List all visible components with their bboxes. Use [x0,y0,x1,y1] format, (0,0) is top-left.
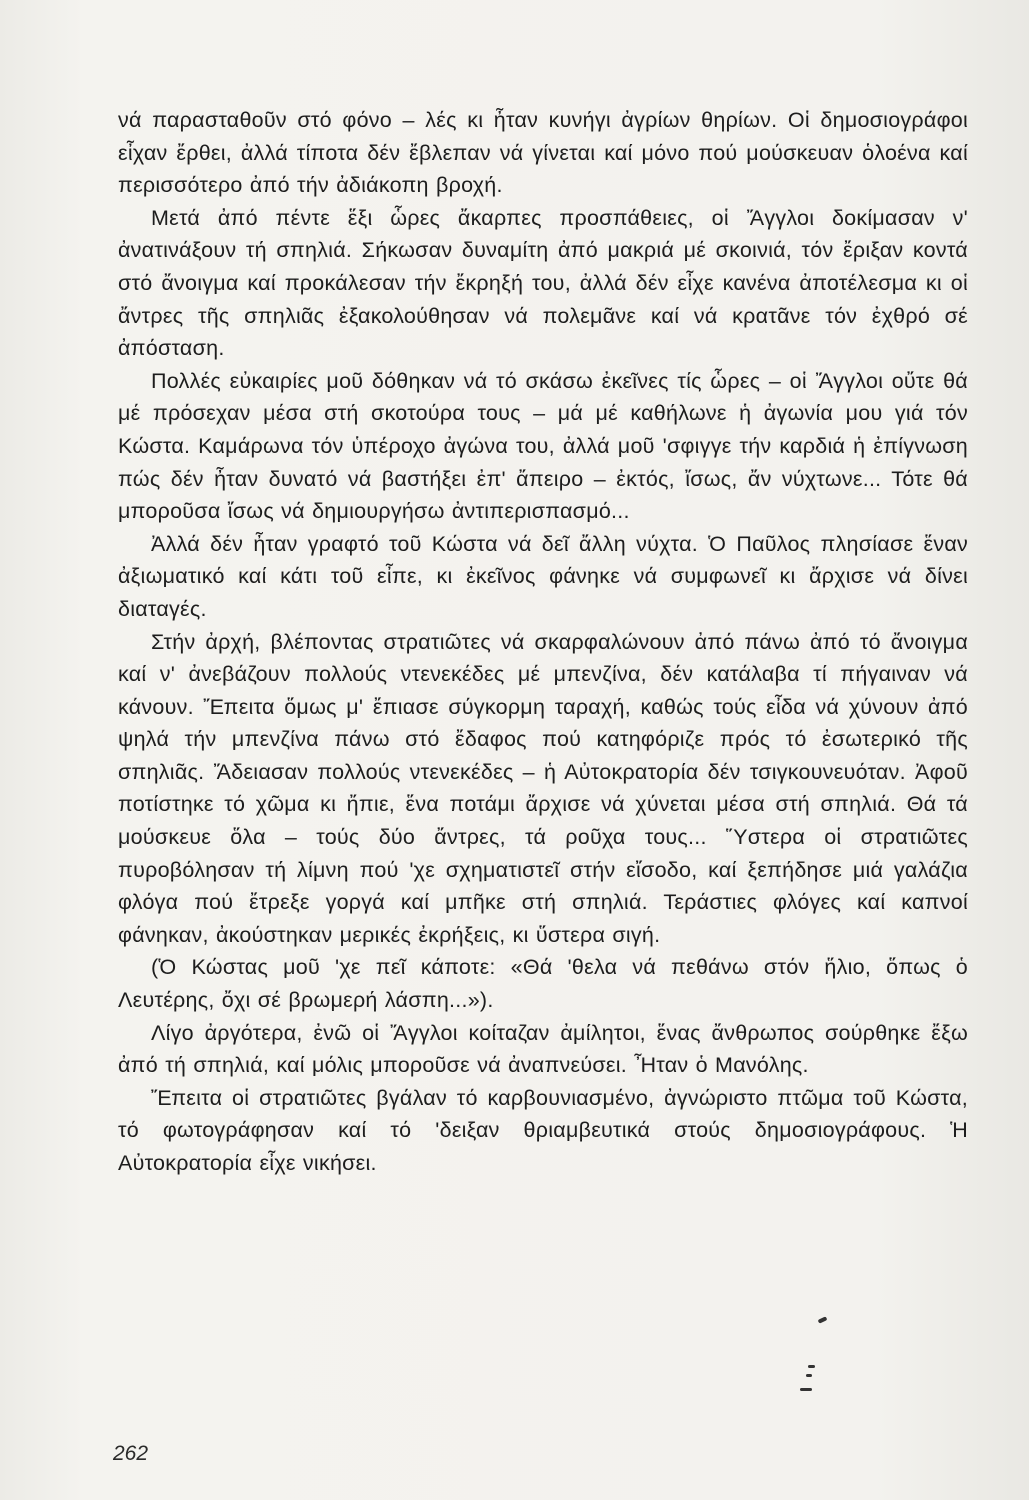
paragraph: νά παρασταθοῦν στό φόνο – λές κι ἦταν κυνήγι ἀγρίων θηρίων. Οἱ δημοσιογράφοι εἶχαν ἔρθει, ἀλλά τίποτα δέν ἔβλεπαν νά γίνεται καί μόνο πού μούσκευαν ὁλοένα καί περισσότερο ἀπό τήν ἀδιάκοπη βροχή. [118,108,968,198]
paragraph: Πολλές εὐκαιρίες μοῦ δόθηκαν νά τό σκάσω ἐκεῖνες τίς ὧρες – οἱ Ἄγγλοι οὔτε θά μέ πρόσεχαν μέσα στή σκοτούρα τους – μά μέ καθήλωνε ἡ ἀγωνία μου γιά τόν Κώστα. Καμάρωνα τόν ὑπέροχο ἀγώνα του, ἀλλά μοῦ 'σφιγγε τήν καρδιά ἡ ἐπίγνωση πώς δέν ἦταν δυνατό νά βαστήξει ἐπ' ἄπειρο – ἐκτός, ἴσως, ἄν νύχτωνε... Τότε θά μποροῦσα ἴσως νά δημιουργήσω ἀντιπερισπασμό... [118,368,968,524]
body-text [118,104,968,1180]
ink-speck [818,1316,828,1323]
ink-speck [806,1374,812,1377]
ink-speck [800,1388,812,1391]
paragraph: Λίγο ἀργότερα, ἐνῶ οἱ Ἄγγλοι κοίταζαν ἀμίλητοι, ἕνας ἄνθρωπος σούρθηκε ἔξω ἀπό τή σπηλιά, καί μόλις μποροῦσε νά ἀναπνεύσει. Ἦταν ὁ Μανόλης. [118,1020,968,1078]
paragraph: Στήν ἀρχή, βλέποντας στρατιῶτες νά σκαρφαλώνουν ἀπό πάνω ἀπό τό ἄνοιγμα καί ν' ἀνεβάζουν πολλούς ντενεκέδες μέ μπενζίνα, δέν κατάλαβα τί πήγαιναν νά κάνουν. Ἔπειτα ὅμως μ' ἔπιασε σύγκορμη ταραχή, καθώς τούς εἶδα νά χύνουν ἀπό ψηλά τήν μπενζίνα πάνω στό ἔδαφος πού κατηφόριζε πρός τό ἐσωτερικό τῆς σπηλιᾶς. Ἄδειασαν πολλούς ντενεκέδες – ἡ Αὐτοκρατορία δέν τσιγκουνευόταν. Ἀφοῦ ποτίστηκε τό χῶμα κι ἤπιε, ἕνα ποτάμι ἄρχισε νά χύνεται μέσα στή σπηλιά. Θά τά μούσκευε ὅλα – τούς δύο ἄντρες, τά ροῦχα τους... Ὕστερα οἱ στρατιῶτες πυροβόλησαν τή λίμνη πού 'χε σχηματιστεῖ στήν εἴσοδο, καί ξεπήδησε μιά γαλάζια φλόγα πού ἔτρεξε γοργά καί μπῆκε στή σπηλιά. Τεράστιες φλόγες καί καπνοί φάνηκαν, ἀκούστηκαν μερικές ἐκρήξεις, κι ὕστερα σιγή. [118,629,968,947]
paragraph: Ἔπειτα οἱ στρατιῶτες βγάλαν τό καρβουνιασμένο, ἀγνώριστο πτῶμα τοῦ Κώστα, τό φωτογράφησαν καί τό 'δειξαν θριαμβευτικά στούς δημοσιογράφους. Ἡ Αὐτοκρατορία εἶχε νικήσει. [118,1085,968,1175]
page-number: 262 [113,1442,149,1465]
paragraph: Μετά ἀπό πέντε ἕξι ὧρες ἄκαρπες προσπάθειες, οἱ Ἄγγλοι δοκίμασαν ν' ἀνατινάξουν τή σπηλιά. Σήκωσαν δυναμίτη ἀπό μακριά μέ σκοινιά, τόν ἔριξαν κοντά στό ἄνοιγμα καί προκάλεσαν τήν ἔκρηξή του, ἀλλά δέν εἶχε κανένα ἀποτέλεσμα κι οἱ ἄντρες τῆς σπηλιᾶς ἐξακολούθησαν νά πολεμᾶνε καί νά κρατᾶνε τόν ἐχθρό σέ ἀπόσταση. [118,205,968,361]
paragraph: (Ὁ Κώστας μοῦ 'χε πεῖ κάποτε: «Θά 'θελα νά πεθάνω στόν ἥλιο, ὅπως ὁ Λευτέρης, ὄχι σέ βρωμερή λάσπη...»). [118,955,968,1013]
ink-speck [808,1365,815,1368]
paragraph: Ἀλλά δέν ἦταν γραφτό τοῦ Κώστα νά δεῖ ἄλλη νύχτα. Ὁ Παῦλος πλησίασε ἕναν ἀξιωματικό καί κάτι τοῦ εἶπε, κι ἐκεῖνος φάνηκε νά συμφωνεῖ κι ἄρχισε νά δίνει διαταγές. [118,531,968,621]
